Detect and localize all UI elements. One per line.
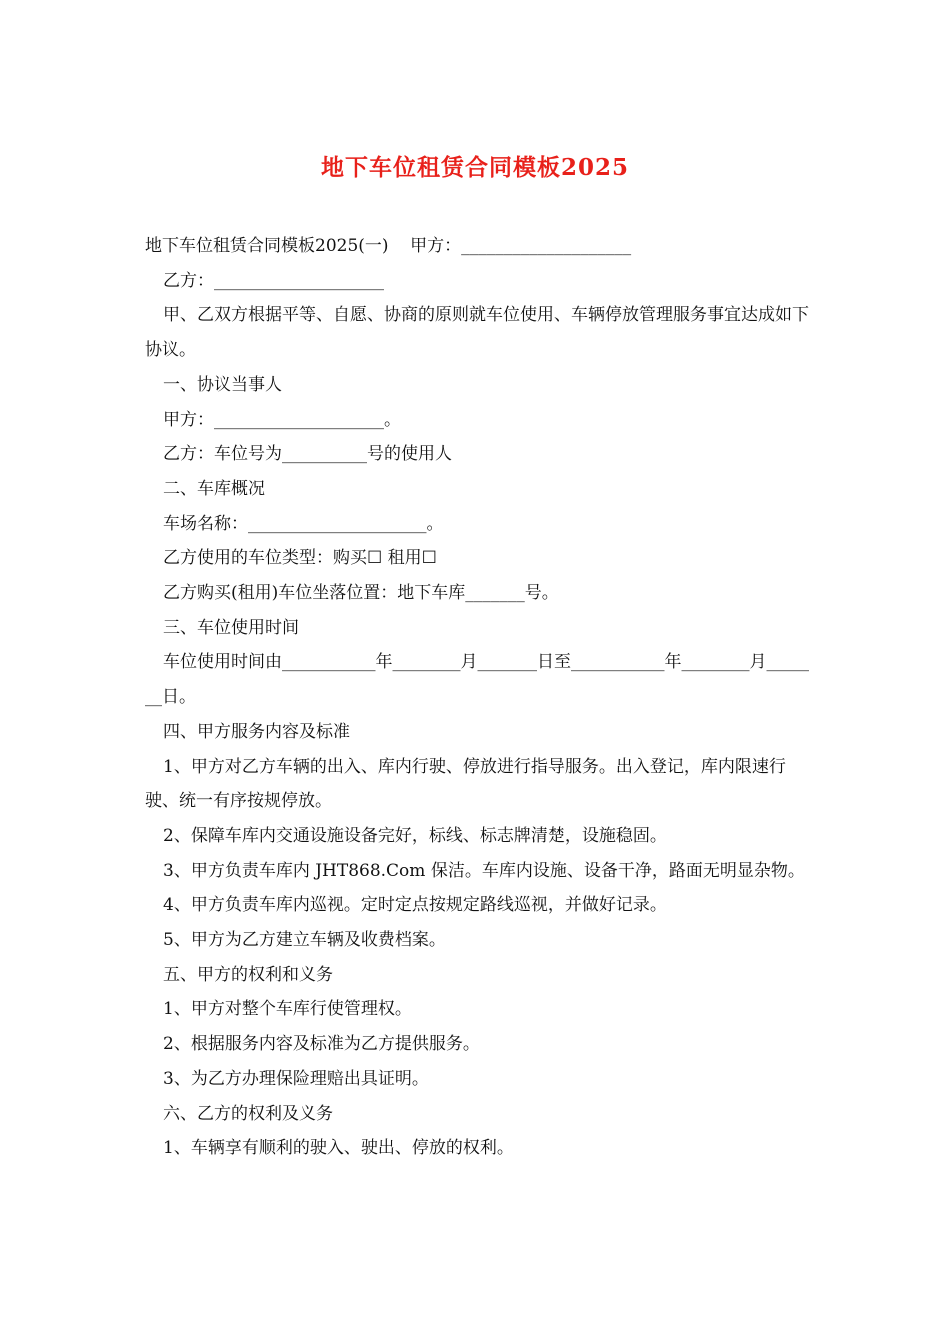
section-heading-garage: 二、车库概况 — [163, 478, 265, 499]
paragraph-service-5: 5、甲方为乙方建立车辆及收费档案。 — [163, 930, 446, 951]
document-body — [145, 229, 810, 1166]
paragraph-party-b-right-1: 1、车辆享有顺利的驶入、驶出、停放的权利。 — [163, 1138, 514, 1159]
paragraph-service-1: 1、甲方对乙方车辆的出入、库内行驶、停放进行指导服务。出入登记，库内限速行驶、统一有序按规停放。 — [145, 756, 786, 812]
section-heading-usage-time: 三、车位使用时间 — [163, 617, 299, 638]
paragraph-party-b: 乙方：____________________ — [163, 270, 384, 291]
paragraph-space-type: 乙方使用的车位类型：购买☐ 租用☐ — [163, 548, 437, 569]
paragraph-space-location: 乙方购买(租用)车位坐落位置：地下车库_______号。 — [163, 583, 559, 604]
paragraph-service-2: 2、保障车库内交通设施设备完好，标线、标志牌清楚，设施稳固。 — [163, 825, 667, 846]
section-heading-party-b-rights: 六、乙方的权利及义务 — [163, 1103, 333, 1124]
paragraph-party-b-line: 乙方：车位号为__________号的使用人 — [163, 444, 452, 465]
document-title: 地下车位租赁合同模板2025 — [320, 154, 629, 181]
section-heading-services: 四、甲方服务内容及标准 — [163, 721, 350, 742]
paragraph-usage-period: 车位使用时间由___________年________月_______日至___________年________月_______日。 — [145, 652, 809, 708]
section-heading-parties: 一、协议当事人 — [163, 374, 282, 395]
section-heading-party-a-rights: 五、甲方的权利和义务 — [163, 964, 333, 985]
paragraph-party-a-right-1: 1、甲方对整个车库行使管理权。 — [163, 999, 412, 1020]
paragraph-intro-party-a: 地下车位租赁合同模板2025(一) 甲方：____________________ — [145, 236, 632, 256]
paragraph-party-a-right-2: 2、根据服务内容及标准为乙方提供服务。 — [163, 1034, 480, 1055]
paragraph-party-a-line: 甲方：____________________。 — [163, 409, 401, 430]
paragraph-parking-name: 车场名称：_____________________。 — [163, 513, 444, 534]
paragraph-service-4: 4、甲方负责车库内巡视。定时定点按规定路线巡视，并做好记录。 — [163, 895, 667, 916]
paragraph-service-3: 3、甲方负责车库内 JHT868.Com 保洁。车库内设施、设备干净，路面无明显杂物。 — [163, 860, 805, 881]
paragraph-party-a-right-3: 3、为乙方办理保险理赔出具证明。 — [163, 1068, 429, 1089]
paragraph-preamble: 甲、乙双方根据平等、自愿、协商的原则就车位使用、车辆停放管理服务事宜达成如下协议。 — [145, 305, 809, 361]
